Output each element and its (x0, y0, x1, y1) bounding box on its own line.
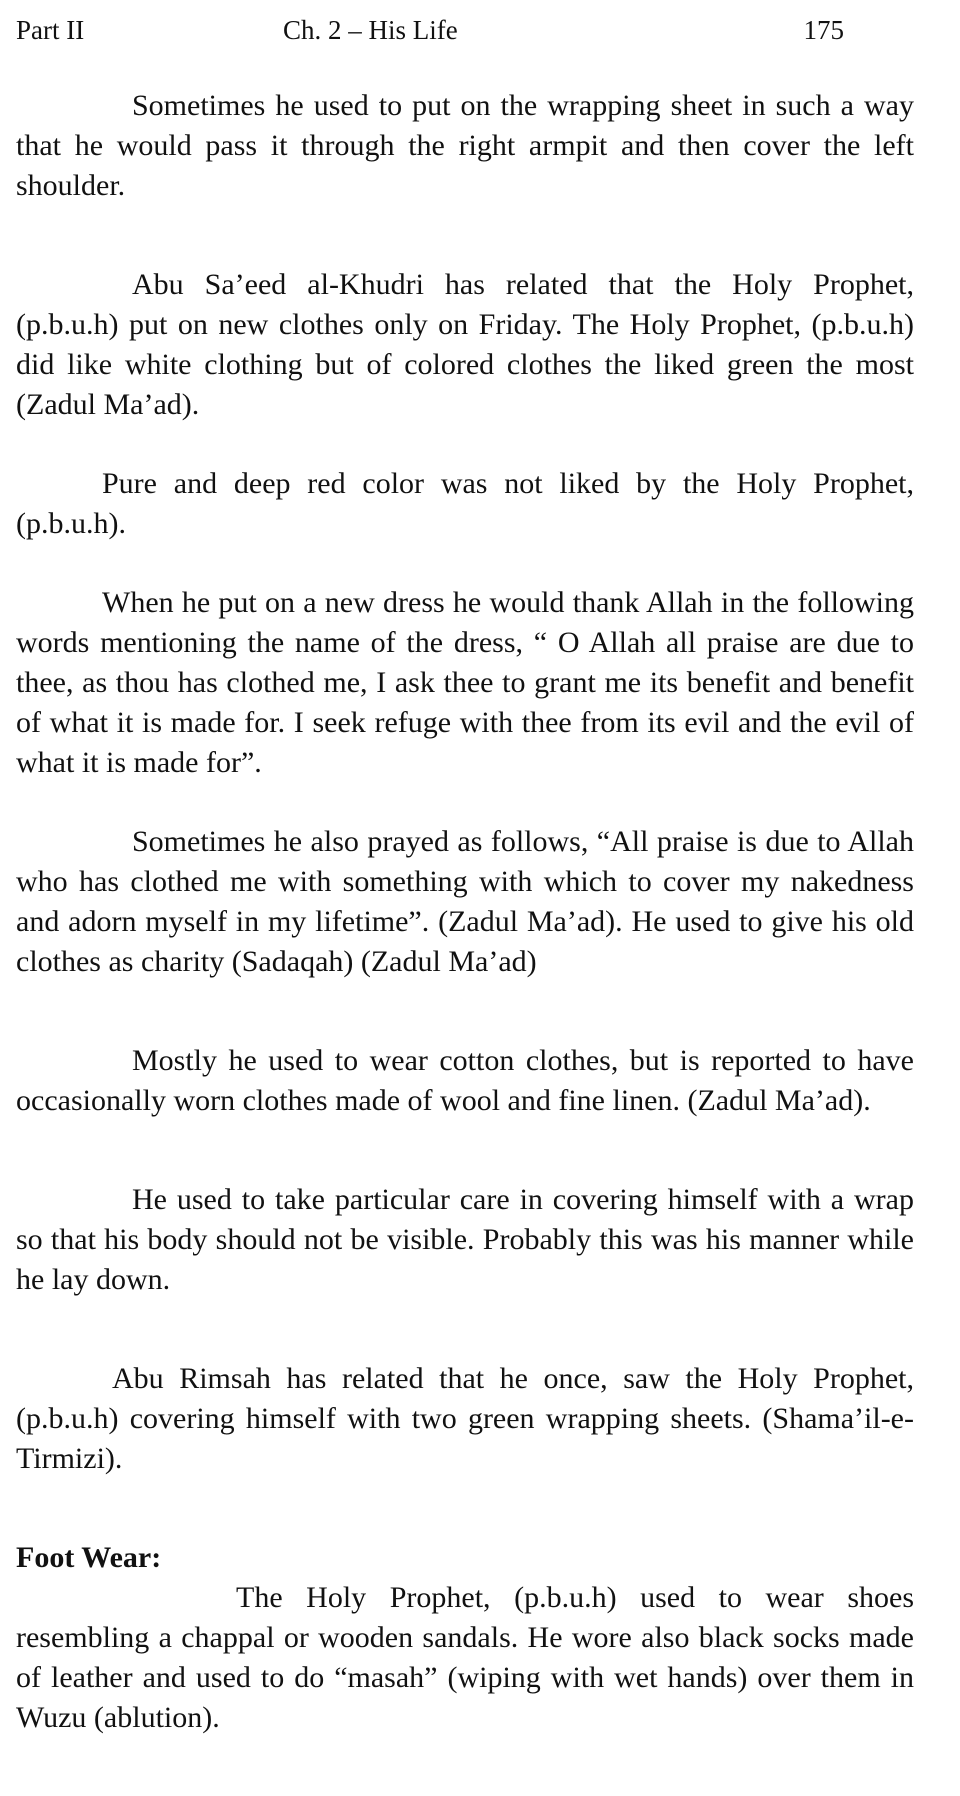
paragraph-covering-wrap: He used to take particular care in covering himself with a wrap so that his body should not be visible. Probably this was his manner while he lay down. (16, 1183, 914, 1296)
paragraph-new-dress-prayer: When he put on a new dress he would thank Allah in the following words mentioning the name of the dress, “ O Allah all praise are due to thee, as thou has clothed me, I ask thee to grant me its benefit and benefit of what it is made for. I seek refuge with thee from its evil and the evil of what it is made for”. (16, 586, 914, 779)
paragraph-wrapping-sheet: Sometimes he used to put on the wrapping sheet in such a way that he would pass it through the right armpit and then cover the left shoulder. (16, 89, 914, 202)
paragraph-praise-prayer: Sometimes he also prayed as follows, “All praise is due to Allah who has clothed me with something with which to cover my nakedness and adorn myself in my lifetime”. (Zadul Ma’ad). He used to give his old clothes as charity (Sadaqah) (Zadul Ma’ad) (16, 825, 914, 978)
paragraph-cotton-clothes: Mostly he used to wear cotton clothes, but is reported to have occasionally worn clothes made of wool and fine linen. (Zadul Ma’ad). (16, 1044, 914, 1117)
paragraph-new-clothes-friday: Abu Sa’eed al-Khudri has related that the Holy Prophet, (p.b.u.h) put on new clothes only on Friday. The Holy Prophet, (p.b.u.h) did like white clothing but of colored clothes the liked green the most (Zadul Ma’ad). (16, 268, 914, 421)
paragraph-abu-rimsah: Abu Rimsah has related that he once, saw the Holy Prophet, (p.b.u.h) covering himself with two green wrapping sheets. (Shama’il-e-Tirmizi). (16, 1362, 914, 1475)
header-part: Part II (16, 15, 85, 45)
paragraph-foot-wear: The Holy Prophet, (p.b.u.h) used to wear shoes resembling a chappal or wooden sandals. He wore also black socks made of leather and used to do “masah” (wiping with wet hands) over them in Wuzu (ablution). (16, 1581, 914, 1734)
paragraph-red-color: Pure and deep red color was not liked by the Holy Prophet, (p.b.u.h). (16, 467, 914, 540)
section-heading-foot-wear: Foot Wear: (16, 1541, 162, 1574)
running-header (16, 10, 916, 50)
header-chapter: Ch. 2 – His Life (283, 15, 458, 45)
page-number: 175 (803, 15, 844, 45)
page-body (16, 86, 914, 1738)
